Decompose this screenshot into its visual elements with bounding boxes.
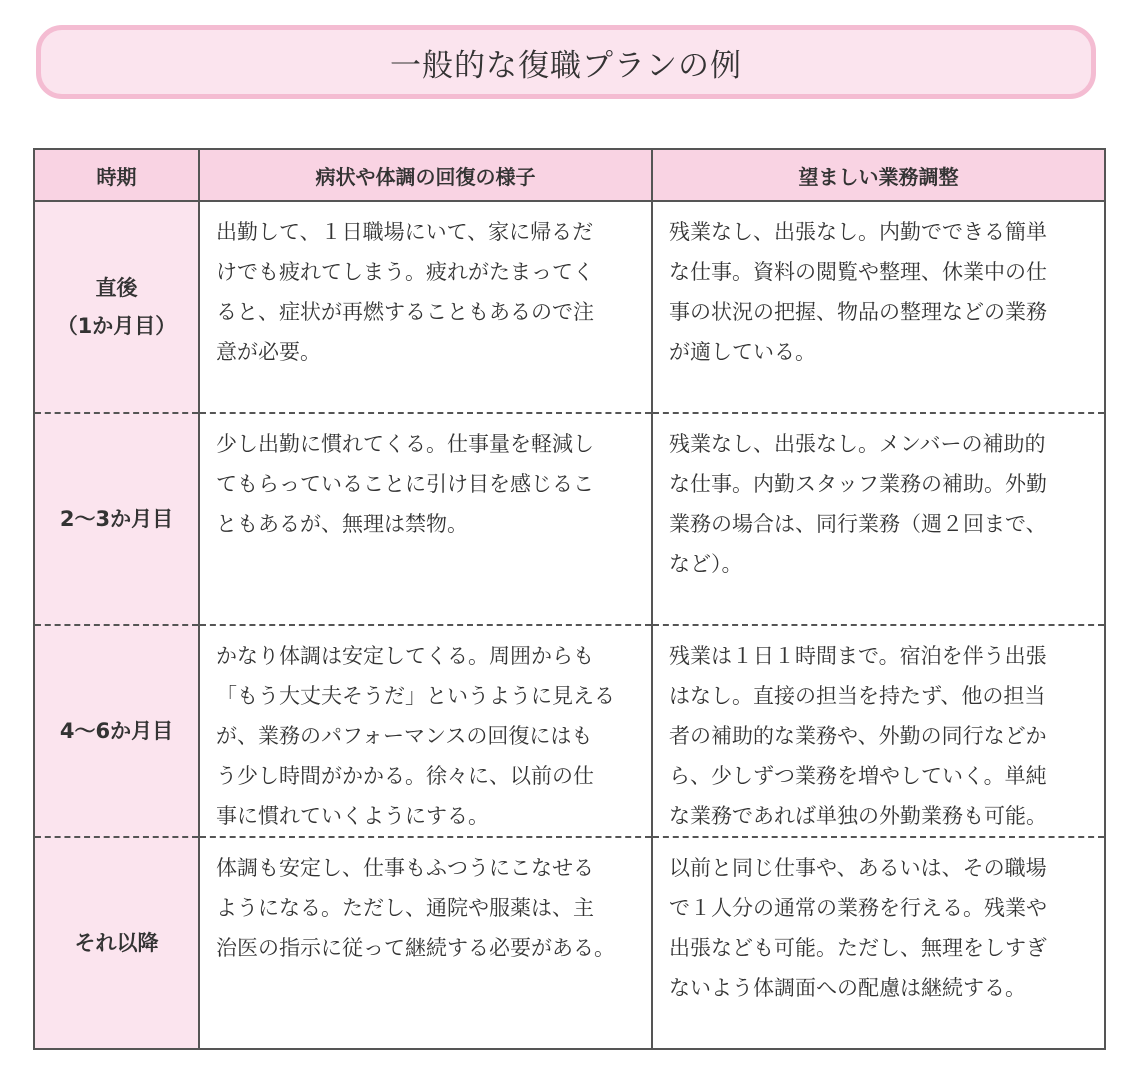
adjustment-text: な仕事。資料の閲覧や整理、休業中の仕	[669, 260, 1047, 284]
adjustment-text: 出張なども可能。ただし、無理をしすぎ	[669, 936, 1047, 960]
adjustment-text: な業務であれば単独の外勤業務も可能。	[669, 804, 1047, 828]
condition-cell	[199, 201, 652, 413]
title-banner	[36, 25, 1096, 99]
condition-text: ようになる。ただし、通院や服薬は、主	[216, 896, 594, 920]
condition-text: 意が必要。	[216, 340, 321, 364]
adjustment-cell	[652, 837, 1105, 1049]
adjustment-text: はなし。直接の担当を持たず、他の担当	[669, 684, 1046, 708]
condition-text: ともあるが、無理は禁物。	[216, 512, 468, 536]
condition-text: けでも疲れてしまう。疲れがたまってく	[216, 260, 594, 284]
table-row	[34, 625, 1105, 837]
adjustment-text: 残業なし、出張なし。内勤でできる簡単	[669, 220, 1047, 244]
condition-text: 事に慣れていくようにする。	[216, 804, 489, 828]
adjustment-text: 残業なし、出張なし。メンバーの補助的	[669, 432, 1046, 456]
adjustment-text: で１人分の通常の業務を行える。残業や	[669, 896, 1047, 920]
period-label: 直後	[95, 276, 138, 300]
period-label: それ以降	[74, 931, 159, 955]
period-cell	[34, 201, 199, 413]
adjustment-text: 以前と同じ仕事や、あるいは、その職場	[669, 856, 1047, 880]
condition-text: が、業務のパフォーマンスの回復にはも	[216, 724, 593, 748]
adjustment-cell	[652, 413, 1105, 625]
table-row	[34, 201, 1105, 413]
period-cell	[34, 413, 199, 625]
adjustment-text: な仕事。内勤スタッフ業務の補助。外勤	[669, 472, 1047, 496]
condition-text: 治医の指示に従って継続する必要がある。	[216, 936, 615, 960]
condition-text: 「もう大丈夫そうだ」というように見える	[216, 684, 615, 708]
table-header-row	[34, 149, 1105, 201]
adjustment-text: 残業は１日１時間まで。宿泊を伴う出張	[669, 644, 1047, 668]
adjustment-text: ないよう体調面への配慮は継続する。	[669, 976, 1026, 1000]
return-to-work-plan-table	[33, 148, 1106, 1050]
adjustment-text: が適している。	[669, 340, 816, 364]
table-row	[34, 413, 1105, 625]
period-cell	[34, 625, 199, 837]
condition-text: かなり体調は安定してくる。周囲からも	[216, 644, 594, 668]
adjustment-text: 業務の場合は、同行業務（週２回まで、	[669, 512, 1047, 536]
adjustment-text: ら、少しずつ業務を増やしていく。単純	[669, 764, 1047, 788]
condition-text: 少し出勤に慣れてくる。仕事量を軽減し	[216, 432, 594, 456]
adjustment-cell	[652, 201, 1105, 413]
adjustment-cell	[652, 625, 1105, 837]
header-condition: 病状や体調の回復の様子	[199, 149, 652, 201]
period-label: （1か月目）	[56, 314, 177, 338]
condition-cell	[199, 413, 652, 625]
adjustment-text: など）。	[669, 552, 743, 576]
header-adjustment: 望ましい業務調整	[652, 149, 1105, 201]
period-cell	[34, 837, 199, 1049]
condition-text: てもらっていることに引け目を感じるこ	[216, 472, 594, 496]
condition-text: 出勤して、１日職場にいて、家に帰るだ	[216, 220, 594, 244]
condition-text: う少し時間がかかる。徐々に、以前の仕	[216, 764, 594, 788]
header-period: 時期	[34, 149, 199, 201]
period-label: 4〜6か月目	[59, 719, 174, 743]
adjustment-text: 者の補助的な業務や、外勤の同行などか	[669, 724, 1047, 748]
adjustment-text: 事の状況の把握、物品の整理などの業務	[669, 300, 1047, 324]
period-label: 2〜3か月目	[59, 507, 174, 531]
table-row	[34, 837, 1105, 1049]
condition-text: 体調も安定し、仕事もふつうにこなせる	[216, 856, 594, 880]
condition-cell	[199, 625, 652, 837]
page-title: 一般的な復職プランの例	[390, 47, 742, 84]
condition-cell	[199, 837, 652, 1049]
condition-text: ると、症状が再燃することもあるので注	[216, 300, 594, 324]
